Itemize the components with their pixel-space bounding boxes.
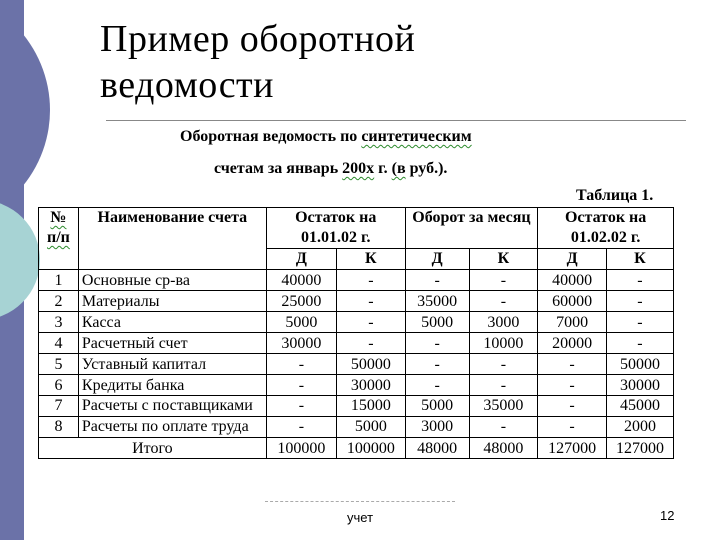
row-closing-credit: 2000	[606, 417, 673, 438]
total-closing-credit: 127000	[606, 438, 673, 459]
row-turnover-credit: 10000	[469, 333, 538, 354]
table-row	[39, 270, 674, 291]
row-account-name: Кредиты банка	[78, 375, 266, 396]
title-divider	[106, 120, 686, 121]
row-num: 7	[39, 396, 79, 417]
total-opening-credit: 100000	[337, 438, 406, 459]
header-opening-debit: Д	[266, 249, 336, 270]
row-closing-debit: -	[538, 375, 607, 396]
table-row	[39, 375, 674, 396]
row-num: 5	[39, 354, 79, 375]
row-opening-debit: 40000	[266, 270, 336, 291]
row-num: 3	[39, 312, 79, 333]
row-closing-credit: 30000	[606, 375, 673, 396]
row-turnover-debit: 35000	[405, 291, 469, 312]
row-turnover-credit: 35000	[469, 396, 538, 417]
header-opening: Остаток на 01.01.02 г.	[266, 208, 405, 249]
caption-line-2-mid: г.	[374, 160, 392, 177]
row-closing-debit: 20000	[538, 333, 607, 354]
total-opening-debit: 100000	[266, 438, 336, 459]
row-turnover-debit: -	[405, 270, 469, 291]
caption-paren: (в	[391, 160, 406, 177]
row-turnover-credit: -	[469, 375, 538, 396]
row-opening-credit: -	[337, 270, 406, 291]
row-turnover-debit: 3000	[405, 417, 469, 438]
row-turnover-credit: -	[469, 270, 538, 291]
row-turnover-debit: -	[405, 375, 469, 396]
row-turnover-debit: 5000	[405, 312, 469, 333]
total-closing-debit: 127000	[538, 438, 607, 459]
footer-text: учет	[347, 510, 374, 525]
row-opening-credit: -	[337, 333, 406, 354]
caption-line-1-text: Оборотная ведомость по	[180, 128, 362, 145]
row-opening-debit: -	[266, 354, 336, 375]
slide-title-line-1: Пример оборотной	[100, 18, 416, 60]
row-opening-credit: -	[337, 312, 406, 333]
table-row	[39, 396, 674, 417]
row-opening-credit: -	[337, 291, 406, 312]
caption-line-2	[214, 160, 447, 178]
slide-title	[100, 16, 415, 108]
row-num: 2	[39, 291, 79, 312]
row-turnover-credit: -	[469, 291, 538, 312]
total-label: Итого	[39, 438, 267, 459]
header-turnover-debit: Д	[405, 249, 469, 270]
page-number: 12	[660, 508, 675, 523]
row-account-name: Материалы	[78, 291, 266, 312]
row-closing-credit: -	[606, 270, 673, 291]
row-closing-debit: -	[538, 417, 607, 438]
header-closing: Остаток на 01.02.02 г.	[538, 208, 674, 249]
row-opening-debit: -	[266, 417, 336, 438]
row-turnover-credit: -	[469, 354, 538, 375]
row-opening-debit: -	[266, 396, 336, 417]
table-row	[39, 291, 674, 312]
row-opening-debit: 30000	[266, 333, 336, 354]
table-row	[39, 333, 674, 354]
header-turnover-credit: К	[469, 249, 538, 270]
table-row	[39, 354, 674, 375]
row-turnover-credit: 3000	[469, 312, 538, 333]
row-turnover-credit: -	[469, 417, 538, 438]
row-opening-credit: 15000	[337, 396, 406, 417]
table-header-row	[39, 208, 674, 249]
slide-title-line-2: ведомости	[100, 64, 274, 106]
row-closing-debit: 7000	[538, 312, 607, 333]
row-closing-debit: 60000	[538, 291, 607, 312]
row-account-name: Расчетный счет	[78, 333, 266, 354]
row-opening-credit: 5000	[337, 417, 406, 438]
row-closing-credit: -	[606, 291, 673, 312]
table-label: Таблица 1.	[576, 187, 654, 204]
row-closing-credit: 50000	[606, 354, 673, 375]
row-account-name: Расчеты с поставщиками	[78, 396, 266, 417]
row-account-name: Уставный капитал	[78, 354, 266, 375]
row-turnover-debit: -	[405, 333, 469, 354]
row-closing-credit: 45000	[606, 396, 673, 417]
total-turnover-debit: 48000	[405, 438, 469, 459]
row-num: 4	[39, 333, 79, 354]
row-opening-credit: 30000	[337, 375, 406, 396]
caption-line-1	[180, 128, 472, 146]
row-closing-credit: -	[606, 312, 673, 333]
caption-year: 200x	[342, 160, 375, 177]
header-num: № п/п	[39, 208, 79, 270]
header-turnover: Оборот за месяц	[405, 208, 538, 249]
caption-line-1-word: синтетическим	[361, 128, 472, 145]
table-total-row	[39, 438, 674, 459]
row-turnover-debit: -	[405, 354, 469, 375]
row-closing-debit: 40000	[538, 270, 607, 291]
row-num: 6	[39, 375, 79, 396]
header-name: Наименование счета	[78, 208, 266, 270]
row-num: 1	[39, 270, 79, 291]
table-row	[39, 312, 674, 333]
row-account-name: Основные ср-ва	[78, 270, 266, 291]
row-opening-debit: 25000	[266, 291, 336, 312]
footer-divider	[265, 501, 455, 502]
row-num: 8	[39, 417, 79, 438]
row-closing-debit: -	[538, 396, 607, 417]
caption-line-2-suffix: руб.).	[405, 160, 448, 177]
row-closing-debit: -	[538, 354, 607, 375]
row-turnover-debit: 5000	[405, 396, 469, 417]
decorative-shape-teal	[0, 200, 40, 320]
table-row	[39, 417, 674, 438]
header-closing-credit: К	[606, 249, 673, 270]
caption-line-2-text: счетам за январь	[214, 160, 343, 177]
row-account-name: Касса	[78, 312, 266, 333]
row-opening-debit: 5000	[266, 312, 336, 333]
row-account-name: Расчеты по оплате труда	[78, 417, 266, 438]
header-opening-credit: К	[337, 249, 406, 270]
row-closing-credit: -	[606, 333, 673, 354]
header-closing-debit: Д	[538, 249, 607, 270]
row-opening-credit: 50000	[337, 354, 406, 375]
row-opening-debit: -	[266, 375, 336, 396]
total-turnover-credit: 48000	[469, 438, 538, 459]
turnover-table	[38, 207, 674, 459]
